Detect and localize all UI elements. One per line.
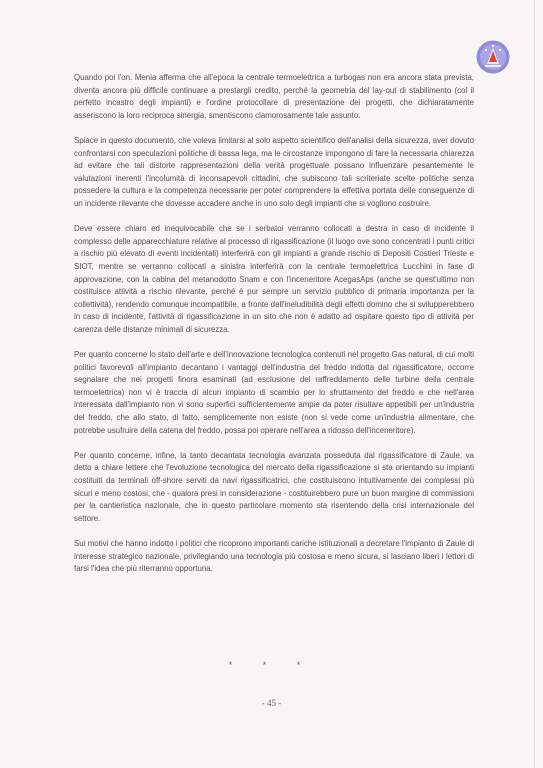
paragraph: Quando poi l'on. Menia afferma che all'epoca la centrale termoelettrica a turbogas non era ancora stata prevista, diventa ancora più difficile continuare a prestargli credito, perché la geometria del lay-out di stabilimento (col il perfetto incastro degli impianti) e l'ordine protocollare di presentazione dei progetti, che dichiaratamente asseriscono la loro reciproca sinergia, smentiscono clamorosamente tale assunto. xyxy=(74,73,474,120)
paragraph: Per quanto concerne, infine, la tanto decantata tecnologia avanzata posseduta dal rigassificatore di Zaule, va detto a chiare lettere che l'evoluzione tecnologica del mercato della rigassificazione si sta orientando su impianti costituiti da terminali off-shore serviti da navi rigassificatrici, che costituiscono intuitivamente dei complessi più sicuri e meno costosi, che - qualora presi in considerazione - costituirebbero pure un buon margine di commissioni per la cantieristica nazionale, che in questo particolare momento sta risentendo della crisi internazionale del settore. xyxy=(74,450,474,523)
paragraph: Sui motivi che hanno indotto i politici che ricoprono importanti cariche istituzionali a decretare l'impianto di Zaule di interesse strategico nazionale, privilegiando una tecnologia più costosa e meno sicura, si lasciano liberi i lettori di farsi l'idea che più riterranno opportuna. xyxy=(74,538,474,574)
page-number: - 45 - xyxy=(261,698,282,708)
parliament-seal-icon xyxy=(476,40,510,74)
paragraph: Per quanto concerne lo stato dell'arte e dell'innovazione tecnologica contenuti nel progetto Gas natural, di cui molti politici favorevoli all'impianto decantano i vantaggi dell'industria del freddo indotta dal rigassificatore, occorre segnalare che nei progetti finora esaminati (ad esclusione del raffreddamento delle turbine della centrale termoelettrica) non vi è traccia di alcun impianto di scambio per lo sfruttamento del freddo e che nell'area interessata dall'impianto non vi sono superfici sufficientemente ampie da poter risultare appetibili per un'industria del freddo, che allo stato, di fatto, semplicemente non esiste (non si vede come un'industria alimentare, che potrebbe usufruire della catena del freddo, possa poi operare nell'area a ridosso dell'inceneritore). xyxy=(74,350,474,435)
section-separator: * * * xyxy=(228,660,315,670)
document-body xyxy=(74,72,474,588)
paragraph: Deve essere chiaro ed inequivocabile che se i serbatoi verranno collocati a destra in caso di incidente il complesso delle apparecchiature relative al processo di rigassificazione (il luogo ove sono concentrati i punti critici a rischio più elevato di eventi incidentali) interferirà con gli impianti a grande rischio di Depositi Costieri Trieste e SIOT, mentre se verranno collocati a sinistra interferirà con la centrale termoelettrica Lucchini in fase di approvazione, con la cabina del metanodotto Snam e con l'inceneritore AcegasAps (anche se quest'ultimo non costituisce attività a rischio rilevante, perché è pur sempre un servizio pubblico di primaria importanza per la collettività), rendendo comunque incompatibile, a fronte dell'ineludibilità degli effetti domino che si svilupperebbero in caso di incidente, l'attività di rigassificazione in un sito che non è adatto ad ospitare questo tipo di attività per carenza delle distanze minimali di sicurezza. xyxy=(74,224,474,334)
page-edge-shadow xyxy=(534,0,535,768)
paragraph: Spiace in questo documento, che voleva limitarsi al solo aspetto scientifico dell'analisi della sicurezza, aver dovuto confrontarsi con speculazioni politiche di bassa lega, ma le circostanze impongono di fare la necessaria chiarezza ad evitare che tali distorte rappresentazioni della verità progettuale possano influenzare pesantemente le valutazioni inerenti l'incolumità di inconsapevoli cittadini, che subiscono tali scriteriate scelte politiche senza possedere la cultura e la competenza necessarie per poter comprendere la effettiva portata delle conseguenze di un incidente rilevante che dovesse accadere anche in uno solo degli impianti che si vogliono costruire. xyxy=(74,135,474,208)
